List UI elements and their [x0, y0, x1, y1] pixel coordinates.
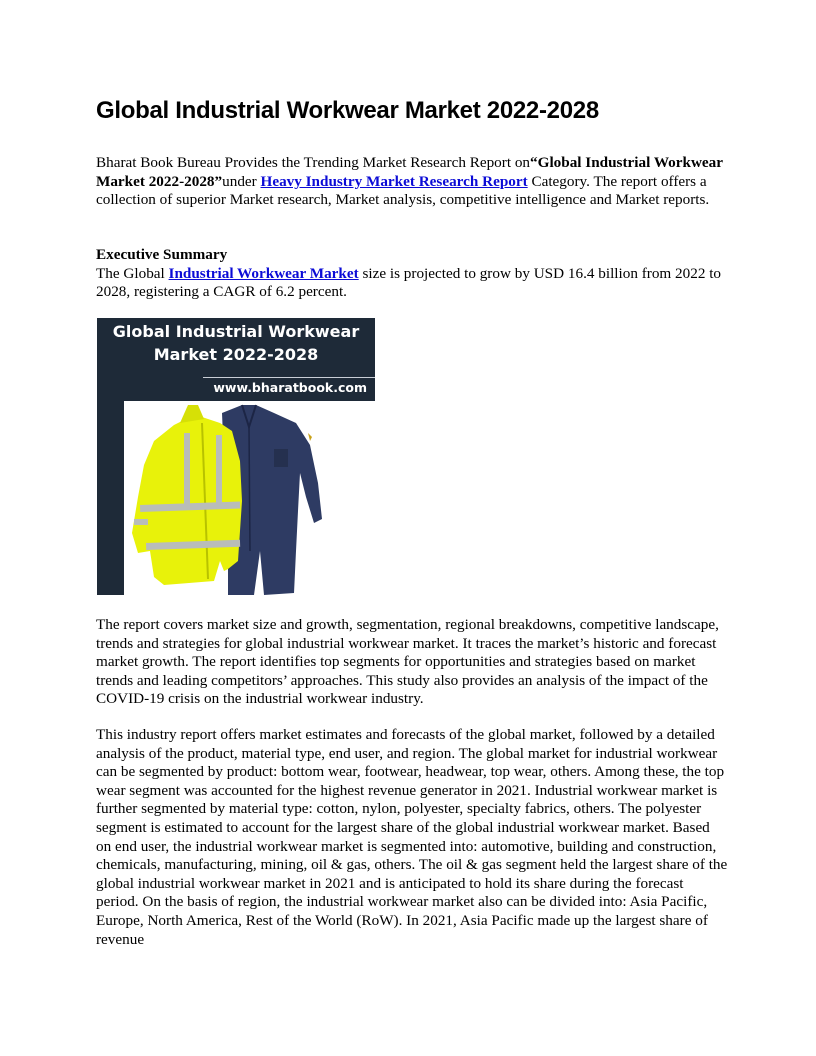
- banner-url: www.bharatbook.com: [213, 380, 367, 395]
- banner-title: [97, 318, 375, 366]
- page-title: Global Industrial Workwear Market 2022-2028: [96, 97, 599, 124]
- banner-title-line-2: Market 2022-2028: [153, 345, 319, 364]
- intro-text: Bharat Book Bureau Provides the Trending Market Research Report on: [96, 154, 531, 171]
- executive-summary-growth-text: size is projected to grow by USD 16.4 billion from 2022 to 2028, registering a CAGR of 6.2 percent.: [96, 264, 722, 301]
- industry-report-paragraph: This industry report offers market estimates and forecasts of the global market, followed by a detailed analysis of the product, material type, end user, and region. The global market for industrial workwear can be segmented by product: bottom wear, footwear, headwear, top wear, others. Among these, the top wear segment was accounted for the highest revenue generator in 2021. Industrial workwear market is further segmented by material type: cotton, nylon, polyester, specialty fabrics, others. The polyester segment is estimated to account for the largest share of the global industrial workwear market. Based on end user, the industrial workwear market is segmented into: automotive, building and construction, chemicals, manufacturing, mining, oil & gas, others. The oil & gas segment held the largest share of the global industrial workwear market in 2021 and is anticipated to hold its share during the forecast period. On the basis of region, the industrial workwear market also can be divided into: Asia Pacific, Europe, North America, Rest of the World (RoW). In 2021, Asia Pacific made up the largest share of revenue: [96, 726, 728, 948]
- hi-vis-jacket: [132, 405, 242, 585]
- workwear-illustration: [124, 401, 375, 595]
- intro-report-name: “Global Industrial Workwear Market 2022-2028”: [96, 154, 723, 190]
- heavy-industry-link[interactable]: Heavy Industry Market Research Report: [260, 172, 528, 190]
- executive-summary: [96, 246, 728, 302]
- intro-category-text: Category. The report offers a collection of superior Market research, Market analysis, competitive intelligence and Market reports.: [96, 172, 710, 209]
- intro-paragraph: [96, 154, 728, 210]
- banner-divider: [203, 377, 375, 378]
- coverage-paragraph: The report covers market size and growth, segmentation, regional breakdowns, competitive landscape, trends and strategies for global industrial workwear market. It traces the market’s historic and forecast market growth. The report identifies top segments for opportunities and strategies based on market trends and leading competitors’ approaches. This study also provides an analysis of the impact of the COVID-19 crisis on the industrial workwear industry.: [96, 616, 719, 708]
- intro-under-text: under: [222, 172, 261, 190]
- industrial-workwear-market-link[interactable]: Industrial Workwear Market: [168, 264, 359, 282]
- executive-summary-text: The Global: [96, 264, 169, 282]
- banner-title-line-1: Global Industrial Workwear: [112, 322, 360, 341]
- executive-summary-heading: Executive Summary: [96, 246, 228, 263]
- workwear-photo: [124, 401, 375, 595]
- report-banner-image: [97, 318, 375, 595]
